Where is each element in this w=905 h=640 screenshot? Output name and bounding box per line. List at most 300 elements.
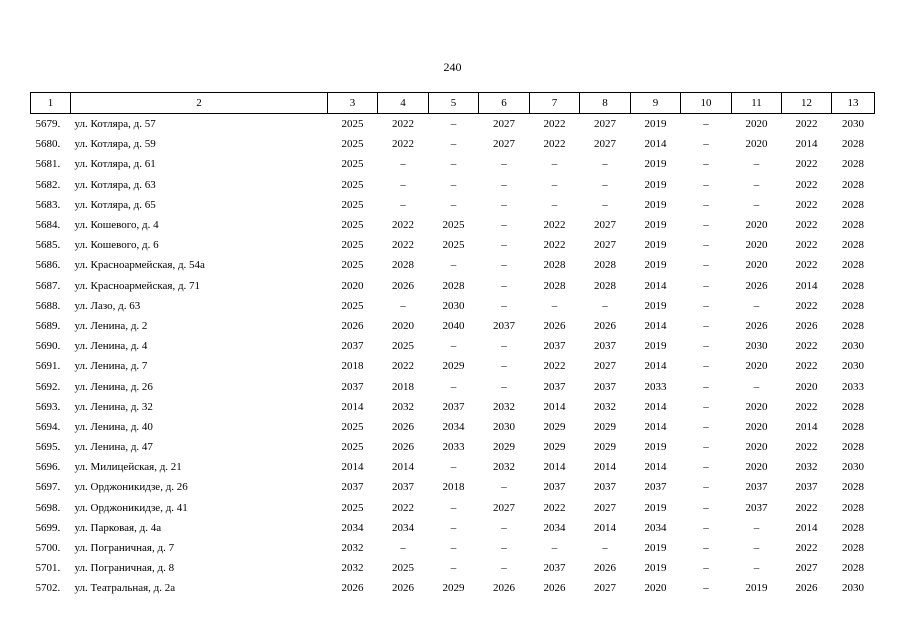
row-address: ул. Ленина, д. 26 [74,380,153,393]
year-cell: 2025 [341,299,364,312]
table-row [31,134,875,154]
year-cell: 2032 [594,400,616,413]
year-cell: 2028 [543,259,566,272]
year-cell: – [703,299,709,312]
year-cell: – [602,198,608,211]
year-cell: – [703,158,709,171]
year-cell: 2034 [644,521,667,534]
column-header: 13 [832,93,875,114]
year-cell: 2019 [644,219,667,232]
year-cell: – [450,340,457,353]
year-cell: 2022 [795,501,818,514]
year-cell: – [501,521,507,534]
row-address: ул. Красноармейская, д. 71 [74,279,201,292]
year-cell: 2029 [442,582,465,595]
year-cell: 2028 [842,239,864,252]
row-address: ул. Ленина, д. 40 [74,420,153,433]
row-address: ул. Красноармейская, д. 54а [74,259,205,272]
year-cell: 2014 [795,138,818,151]
year-cell: 2037 [745,501,768,514]
year-cell: 2014 [795,420,818,433]
year-cell: – [450,521,457,534]
row-address: ул. Орджоникидзе, д. 26 [74,481,188,494]
year-cell: 2026 [543,582,566,595]
year-cell: 2022 [795,118,818,131]
row-number: 5687. [35,279,61,292]
year-cell: 2014 [341,400,364,413]
year-cell: 2022 [795,299,818,312]
year-cell: 2028 [842,138,864,151]
year-cell: 2022 [795,340,818,353]
row-number: 5698. [35,501,61,514]
row-address: ул. Милицейская, д. 21 [74,461,182,474]
year-cell: 2022 [543,219,566,232]
year-cell: – [602,158,608,171]
year-cell: – [450,138,457,151]
year-cell: 2020 [745,461,768,474]
year-cell: 2037 [543,562,566,575]
row-number: 5679. [35,118,61,131]
row-address: ул. Ленина, д. 2 [74,319,148,332]
year-cell: 2033 [442,441,465,454]
table-row [31,417,875,437]
year-cell: 2019 [644,198,667,211]
year-cell: 2028 [842,319,864,332]
year-cell: – [551,198,558,211]
year-cell: 2025 [341,158,364,171]
year-cell: 2018 [392,380,414,393]
year-cell: 2027 [493,138,515,151]
year-cell: 2034 [392,521,414,534]
year-cell: 2029 [543,441,566,454]
year-cell: 2029 [442,360,465,373]
year-cell: 2028 [842,299,864,312]
year-cell: 2025 [392,562,414,575]
year-cell: 2028 [842,198,864,211]
year-cell: 2027 [594,582,616,595]
year-cell: 2019 [644,501,667,514]
year-cell: 2020 [745,420,768,433]
table-row [31,114,875,135]
year-cell: 2026 [795,582,818,595]
year-cell: 2037 [341,481,364,494]
year-cell: 2040 [442,319,465,332]
year-cell: 2032 [795,461,818,474]
year-cell: 2020 [745,360,768,373]
year-cell: – [551,158,558,171]
year-cell: – [703,178,709,191]
row-number: 5690. [35,340,61,353]
row-address: ул. Кошевого, д. 6 [74,239,159,252]
row-address: ул. Орджоникидзе, д. 41 [74,501,188,514]
year-cell: – [450,178,457,191]
row-address: ул. Котляра, д. 63 [74,178,156,191]
year-cell: 2014 [795,279,818,292]
year-cell: 2014 [644,461,667,474]
column-header: 7 [530,93,580,114]
year-cell: 2014 [392,461,414,474]
year-cell: – [753,299,760,312]
year-cell: – [703,319,709,332]
year-cell: – [501,219,507,232]
year-cell: 2037 [341,380,364,393]
year-cell: 2026 [543,319,566,332]
row-number: 5701. [35,562,61,575]
year-cell: 2025 [341,138,364,151]
row-number: 5683. [35,198,61,211]
year-cell: 2026 [795,319,818,332]
year-cell: 2026 [594,319,616,332]
row-address: ул. Ленина, д. 32 [74,400,153,413]
year-cell: 2028 [842,158,864,171]
year-cell: 2026 [392,582,414,595]
year-cell: 2022 [392,118,414,131]
year-cell: 2037 [594,340,616,353]
year-cell: 2029 [493,441,515,454]
year-cell: 2026 [594,562,616,575]
year-cell: 2029 [594,441,616,454]
year-cell: 2022 [795,400,818,413]
row-number: 5693. [35,400,61,413]
year-cell: 2025 [442,239,465,252]
table-row [31,296,875,316]
year-cell: 2030 [842,582,864,595]
year-cell: – [703,198,709,211]
year-cell: – [703,118,709,131]
year-cell: 2020 [392,319,414,332]
year-cell: 2032 [392,400,414,413]
row-address: ул. Кошевого, д. 4 [74,219,159,232]
year-cell: – [501,158,507,171]
year-cell: 2014 [594,461,616,474]
year-cell: – [400,299,406,312]
year-cell: – [450,562,457,575]
year-cell: 2026 [493,582,515,595]
year-cell: 2019 [644,239,667,252]
table-row [31,376,875,396]
year-cell: 2025 [341,239,364,252]
year-cell: 2030 [493,420,515,433]
row-number: 5681. [35,158,61,171]
column-header: 10 [681,93,732,114]
year-cell: 2032 [493,461,515,474]
year-cell: 2027 [795,562,818,575]
year-cell: – [703,239,709,252]
year-cell: 2025 [341,420,364,433]
year-cell: 2027 [594,118,616,131]
row-address: ул. Котляра, д. 65 [74,198,156,211]
year-cell: – [703,138,709,151]
year-cell: 2019 [745,582,768,595]
year-cell: 2014 [644,279,667,292]
year-cell: 2020 [644,582,667,595]
column-header: 6 [479,93,530,114]
year-cell: 2014 [644,319,667,332]
table-row [31,356,875,376]
year-cell: – [501,198,507,211]
year-cell: – [551,299,558,312]
year-cell: 2027 [493,118,515,131]
year-cell: – [501,481,507,494]
year-cell: 2019 [644,340,667,353]
year-cell: 2022 [795,219,818,232]
column-header: 3 [328,93,378,114]
year-cell: 2028 [842,542,864,555]
year-cell: 2022 [392,239,414,252]
row-number: 5696. [35,461,61,474]
year-cell: 2028 [842,178,864,191]
year-cell: – [602,299,608,312]
table-row [31,316,875,336]
year-cell: – [450,542,457,555]
year-cell: 2022 [795,441,818,454]
year-cell: 2014 [644,420,667,433]
year-cell: 2020 [795,380,818,393]
column-header: 4 [378,93,429,114]
column-header: 12 [782,93,832,114]
year-cell: 2014 [644,360,667,373]
year-cell: 2028 [842,219,864,232]
year-cell: 2022 [795,158,818,171]
year-cell: 2014 [594,521,616,534]
table-row [31,276,875,296]
year-cell: 2022 [795,178,818,191]
year-cell: 2030 [842,118,864,131]
year-cell: – [703,521,709,534]
year-cell: – [551,542,558,555]
year-cell: – [753,562,760,575]
row-number: 5688. [35,299,61,312]
year-cell: 2026 [392,420,414,433]
year-cell: 2022 [795,239,818,252]
year-cell: 2022 [795,360,818,373]
year-cell: 2032 [341,542,364,555]
year-cell: 2014 [795,521,818,534]
table-row [31,336,875,356]
year-cell: 2027 [594,138,616,151]
year-cell: – [400,542,406,555]
year-cell: – [501,542,507,555]
year-cell: 2029 [543,420,566,433]
year-cell: 2020 [745,219,768,232]
year-cell: 2028 [842,521,864,534]
row-number: 5695. [35,441,61,454]
year-cell: 2027 [594,239,616,252]
year-cell: 2025 [341,259,364,272]
year-cell: – [703,400,709,413]
year-cell: 2028 [842,279,864,292]
year-cell: 2020 [745,118,768,131]
year-cell: – [703,461,709,474]
year-cell: 2027 [594,501,616,514]
year-cell: 2033 [644,380,667,393]
year-cell: 2037 [493,319,515,332]
row-number: 5685. [35,239,61,252]
year-cell: 2020 [745,400,768,413]
year-cell: 2020 [745,441,768,454]
year-cell: – [450,380,457,393]
year-cell: 2018 [341,360,364,373]
year-cell: – [703,360,709,373]
year-cell: 2030 [842,340,864,353]
year-cell: 2022 [392,501,414,514]
year-cell: – [501,239,507,252]
year-cell: – [602,178,608,191]
year-cell: 2028 [842,562,864,575]
year-cell: 2022 [543,138,566,151]
table-row [31,195,875,215]
year-cell: 2025 [341,178,364,191]
row-address: ул. Театральная, д. 2а [74,582,176,595]
year-cell: 2026 [745,319,768,332]
row-number: 5689. [35,319,61,332]
year-cell: – [753,158,760,171]
column-header: 11 [732,93,782,114]
year-cell: 2028 [842,501,864,514]
year-cell: 2018 [442,481,465,494]
year-cell: 2019 [644,259,667,272]
year-cell: 2028 [392,259,414,272]
year-cell: 2028 [842,420,864,433]
year-cell: – [703,481,709,494]
table-row [31,255,875,275]
row-address: ул. Ленина, д. 47 [74,441,153,454]
year-cell: – [501,360,507,373]
year-cell: 2014 [644,138,667,151]
table-row [31,578,875,598]
year-cell: – [450,501,457,514]
year-cell: 2019 [644,562,667,575]
year-cell: 2026 [392,441,414,454]
table-row [31,558,875,578]
year-cell: – [703,441,709,454]
year-cell: 2033 [842,380,864,393]
column-header: 8 [580,93,631,114]
year-cell: 2037 [543,380,566,393]
row-number: 5694. [35,420,61,433]
year-cell: – [703,501,709,514]
column-header: 5 [429,93,479,114]
row-address: ул. Ленина, д. 7 [74,360,148,373]
year-cell: 2037 [392,481,414,494]
year-cell: 2028 [842,259,864,272]
year-cell: 2022 [795,198,818,211]
year-cell: 2020 [745,259,768,272]
column-header: 2 [71,93,328,114]
year-cell: 2028 [842,481,864,494]
table-row [31,175,875,195]
table-row [31,154,875,174]
year-cell: – [501,340,507,353]
table-body [31,114,875,599]
year-cell: 2019 [644,178,667,191]
year-cell: – [501,259,507,272]
year-cell: 2027 [594,360,616,373]
year-cell: 2014 [341,461,364,474]
year-cell: – [753,380,760,393]
year-cell: – [703,259,709,272]
year-cell: 2026 [392,279,414,292]
year-cell: – [703,542,709,555]
year-cell: 2028 [842,400,864,413]
year-cell: 2030 [745,340,768,353]
year-cell: 2022 [543,360,566,373]
year-cell: 2037 [543,481,566,494]
year-cell: 2022 [543,239,566,252]
row-address: ул. Котляра, д. 61 [74,158,156,171]
table-header-row [31,93,875,114]
year-cell: – [703,582,709,595]
year-cell: 2025 [341,118,364,131]
year-cell: – [450,461,457,474]
year-cell: 2026 [341,582,364,595]
row-number: 5700. [35,542,61,555]
year-cell: – [450,259,457,272]
year-cell: – [400,158,406,171]
year-cell: 2037 [341,340,364,353]
year-cell: 2028 [594,279,616,292]
year-cell: – [501,299,507,312]
row-address: ул. Пограничная, д. 8 [74,562,175,575]
year-cell: – [450,158,457,171]
year-cell: 2030 [842,461,864,474]
year-cell: 2025 [341,198,364,211]
table-row [31,437,875,457]
year-cell: 2022 [392,138,414,151]
year-cell: – [501,562,507,575]
table-row [31,235,875,255]
row-address: ул. Парковая, д. 4а [74,521,162,534]
table-row [31,538,875,558]
schedule-table [30,92,875,599]
year-cell: 2034 [543,521,566,534]
table-row [31,518,875,538]
row-number: 5680. [35,138,61,151]
row-address: ул. Ленина, д. 4 [74,340,148,353]
year-cell: 2028 [442,279,465,292]
year-cell: 2026 [341,319,364,332]
year-cell: – [450,198,457,211]
row-address: ул. Котляра, д. 57 [74,118,156,131]
year-cell: – [501,380,507,393]
year-cell: 2028 [543,279,566,292]
year-cell: 2037 [644,481,667,494]
table-row [31,457,875,477]
row-number: 5686. [35,259,61,272]
year-cell: – [602,542,608,555]
year-cell: 2025 [341,219,364,232]
year-cell: 2019 [644,158,667,171]
table-row [31,477,875,497]
column-header: 9 [631,93,681,114]
row-address: ул. Котляра, д. 59 [74,138,156,151]
year-cell: 2025 [442,219,465,232]
year-cell: – [501,279,507,292]
row-address: ул. Пограничная, д. 7 [74,542,175,555]
year-cell: 2032 [341,562,364,575]
year-cell: – [703,562,709,575]
year-cell: 2037 [594,380,616,393]
year-cell: 2022 [795,259,818,272]
year-cell: 2030 [842,360,864,373]
year-cell: 2028 [842,441,864,454]
year-cell: 2020 [745,138,768,151]
year-cell: 2025 [392,340,414,353]
table-row [31,498,875,518]
year-cell: 2022 [543,501,566,514]
year-cell: 2034 [341,521,364,534]
year-cell: 2037 [543,340,566,353]
